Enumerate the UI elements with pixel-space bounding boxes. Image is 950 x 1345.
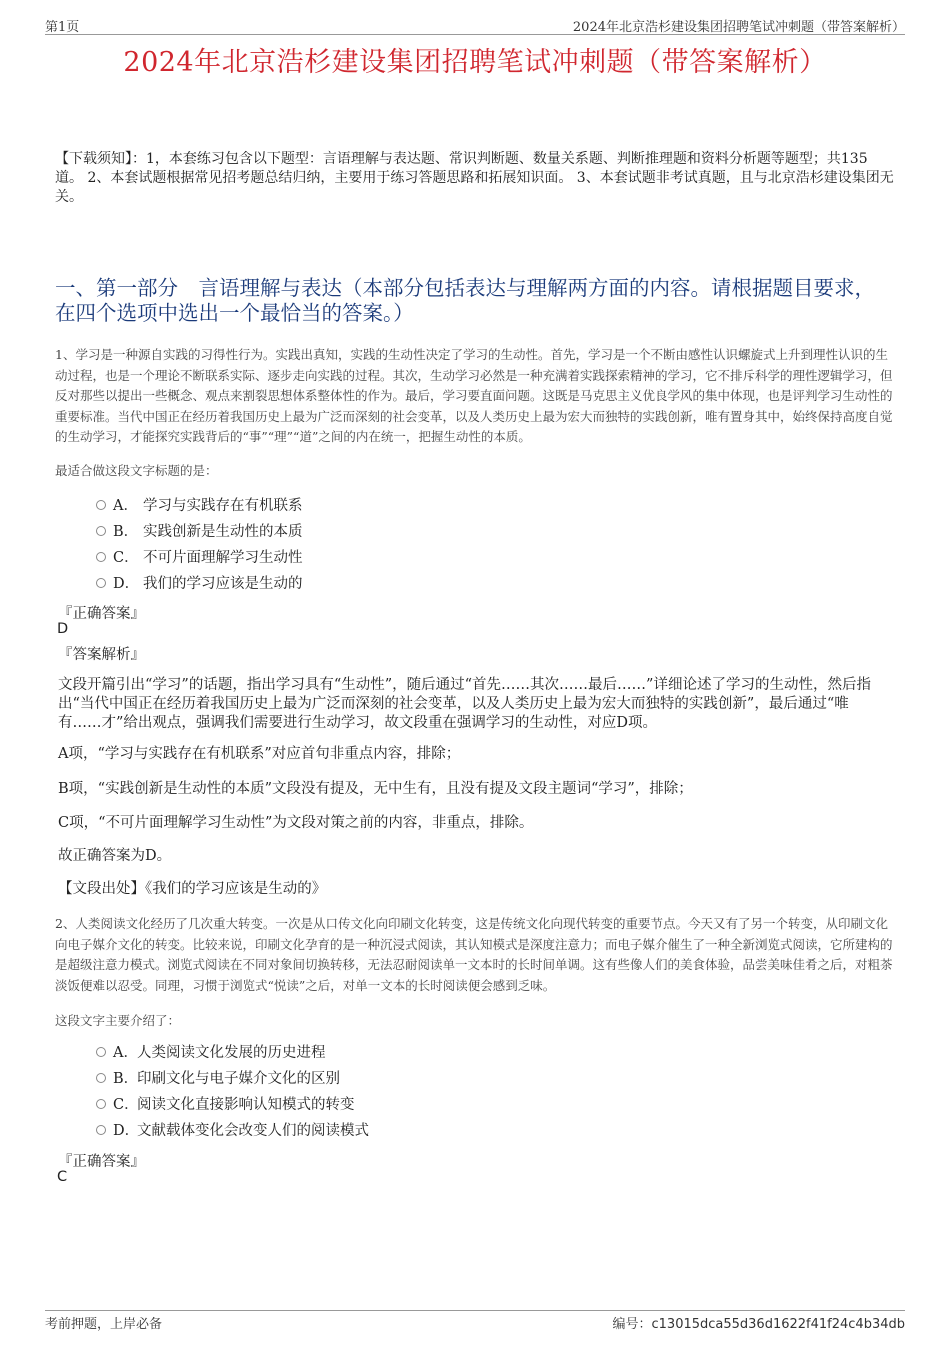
- q1-source: 【文段出处】《我们的学习应该是生动的》: [58, 881, 327, 897]
- question-2-prompt: 这段文字主要介绍了：: [55, 1013, 181, 1028]
- question-1-prompt: 最适合做这段文字标题的是：: [55, 463, 218, 478]
- q2-option-a[interactable]: A．人类阅读文化发展的历史进程: [96, 1043, 326, 1063]
- radio-icon[interactable]: [96, 552, 106, 562]
- q1-analysis-tag: 『答案解析』: [58, 647, 145, 663]
- running-title: 2024年北京浩杉建设集团招聘笔试冲刺题（带答案解析）: [572, 20, 905, 35]
- footer-code: [612, 1313, 905, 1332]
- q1-option-d[interactable]: D． 我们的学习应该是生动的: [96, 574, 303, 594]
- radio-icon[interactable]: [96, 578, 106, 588]
- q2-answer-tag: 『正确答案』: [58, 1154, 145, 1170]
- q1-option-b[interactable]: B． 实践创新是生动性的本质: [96, 522, 303, 542]
- footer-divider: [45, 1310, 905, 1311]
- footer-code-value: c13015dca55d36d1622f41f24c4b34db: [651, 1317, 905, 1332]
- question-2-text: 2、人类阅读文化经历了几次重大转变。一次是从口传文化向印刷文化转变，这是传统文化向现代转变的重要节点。今天又有了另一个转变，从印刷文化向电子媒介文化的转变。比较来说，印刷文化孕育的是一种沉浸式阅读，其认知模式是深度注意力；而电子媒介催生了一种全新浏览式阅读，它所建构的是超级注意力模式。浏览式阅读在不同对象间切换转移，无法忍耐阅读单一文本时的长时间单调。这有些像人们的美食体验，品尝美味佳肴之后，对粗茶淡饭便难以忍受。同理，习惯于浏览式“悦读”之后，对单一文本的长时阅读便会感到乏味。: [55, 916, 893, 993]
- radio-icon[interactable]: [96, 1125, 106, 1135]
- footer-slogan: 考前押题，上岸必备: [45, 1317, 163, 1332]
- q1-analysis-main: 文段开篇引出“学习”的话题，指出学习具有“生动性”，随后通过“首先……其次……最后……”详细论述了学习的生动性，然后指出“当代中国正在经历着我国历史上最为广泛而深刻的社会变革，以及人类历史上最为宏大而独特的实践创新”，最后通过“唯有……才”给出观点，强调我们需要进行生动学习，故文段重在强调学习的生动性，对应D项。: [58, 677, 871, 731]
- page-number: 第1页: [45, 20, 80, 35]
- q1-analysis-b: B项，“实践创新是生动性的本质”文段没有提及，无中生有，且没有提及文段主题词“学习”，排除；: [58, 781, 693, 797]
- download-notice: 【下载须知】：1，本套练习包含以下题型：言语理解与表达题、常识判断题、数量关系题、判断推理题和资料分析题等题型；共135道。 2、本套试题根据常见招考题总结归纳，主要用于练习答题思路和拓展知识面。 3、本套试题非考试真题，且与北京浩杉建设集团无关。: [55, 151, 894, 205]
- footer-code-label: 编号：: [612, 1317, 652, 1332]
- q1-analysis-a: A项，“学习与实践存在有机联系”对应首句非重点内容，排除；: [58, 746, 461, 762]
- radio-icon[interactable]: [96, 1099, 106, 1109]
- q2-answer: C: [57, 1169, 68, 1185]
- document-title: 2024年北京浩杉建设集团招聘笔试冲刺题（带答案解析）: [123, 47, 827, 78]
- q1-option-c[interactable]: C． 不可片面理解学习生动性: [96, 548, 303, 568]
- radio-icon[interactable]: [96, 526, 106, 536]
- q1-answer: D: [57, 621, 69, 637]
- radio-icon[interactable]: [96, 500, 106, 510]
- q2-option-b[interactable]: B．印刷文化与电子媒介文化的区别: [96, 1069, 340, 1089]
- q2-option-c[interactable]: C．阅读文化直接影响认知模式的转变: [96, 1095, 355, 1115]
- q1-analysis-c: C项，“不可片面理解学习生动性”为文段对策之前的内容，非重点，排除。: [58, 815, 534, 831]
- page-header: [45, 14, 905, 35]
- radio-icon[interactable]: [96, 1073, 106, 1083]
- q1-answer-tag: 『正确答案』: [58, 606, 145, 622]
- q1-conclusion: 故正确答案为D。: [58, 848, 172, 864]
- radio-icon[interactable]: [96, 1047, 106, 1057]
- q1-option-a[interactable]: A． 学习与实践存在有机联系: [96, 496, 303, 516]
- section-title: 一、第一部分 言语理解与表达（本部分包括表达与理解两方面的内容。请根据题目要求，在四个选项中选出一个最恰当的答案。）: [55, 276, 875, 325]
- question-1-text: 1、学习是一种源自实践的习得性行为。实践出真知，实践的生动性决定了学习的生动性。首先，学习是一个不断由感性认识螺旋式上升到理性认识的生动过程，也是一个理论不断联系实际、逐步走向实践的过程。其次，生动学习必然是一种充满着实践探索精神的学习，它不排斥科学的理性逻辑学习，但反对那些以提出一些概念、观点来割裂思想体系整体性的作为。最后，学习要直面问题。这既是马克思主义优良学风的集中体现，也是评判学习生动性的重要标准。当代中国正在经历着我国历史上最为广泛而深刻的社会变革，以及人类历史上最为宏大而独特的实践创新，唯有置身其中，始终保持高度自觉的生动学习，才能探究实践背后的“事”“理”“道”之间的内在统一，把握生动性的本质。: [55, 347, 893, 444]
- q2-option-d[interactable]: D．文献载体变化会改变人们的阅读模式: [96, 1121, 369, 1141]
